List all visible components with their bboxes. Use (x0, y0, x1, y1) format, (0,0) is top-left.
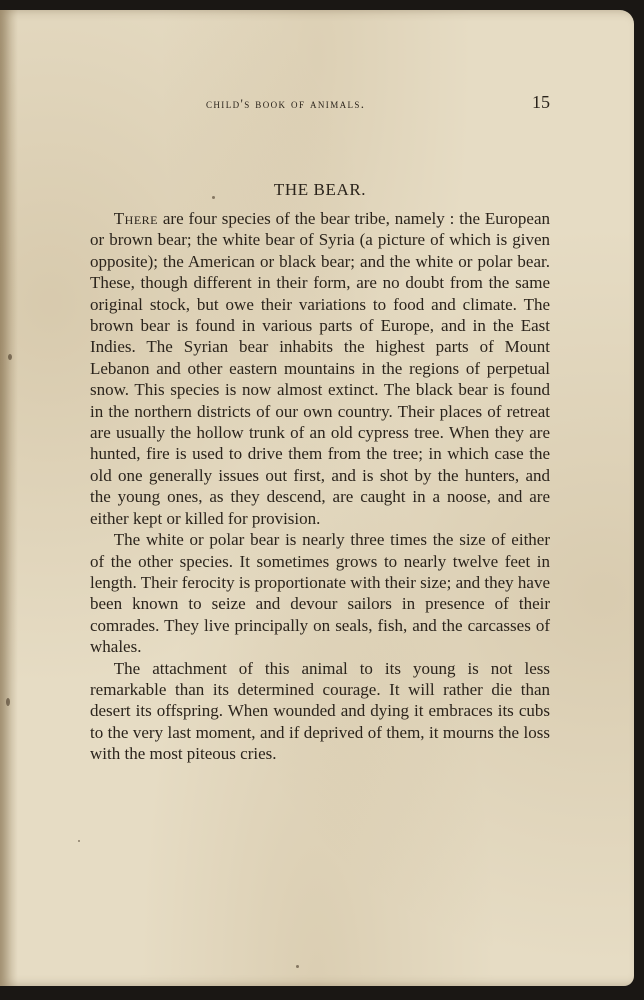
binding-gutter (0, 10, 18, 986)
ink-speck (6, 698, 10, 706)
paragraph-polar-bear: The white or polar bear is nearly three times the size of either of the other species. It sometimes grows to nearly twelve feet in length. Their ferocity is proportionate with their size; and they have been known to seize and devour sailors in presence of their comrades. They live principally on seals, fish, and the carcasses of whales. (90, 530, 550, 657)
running-head-title: child's book of animals. (206, 96, 366, 111)
ink-speck (8, 354, 12, 360)
running-head (90, 92, 550, 116)
paragraph-attachment: The attachment of this animal to its young is not less remarkable than its determined courage. It will rather die than desert its offspring. When wounded and dying it embraces its cubs to the very last moment, and if deprived of them, it mourns the loss with the most piteous cries. (90, 658, 550, 764)
page-number: 15 (532, 92, 550, 112)
paragraph-text: are four species of the bear tribe, namely : the European or brown bear; the white bear of Syria (a picture of which is given opposite); the American or black bear; and the white or polar bear. These, though different in their form, are no doubt from the same original stock, but owe their variations to food and climate. The brown bear is found in various parts of Europe, and in the East Indies. The Syrian bear inhabits the highest parts of Mount Lebanon and other eastern mountains in the regions of perpetual snow. This species is now almost extinct. The black bear is found in the northern districts of our own country. Their places of retreat are usually the hollow trunk of an old cypress tree. When they are hunted, fire is used to drive them from the tree; in which case the old one generally issues out first, and is shot by the hunters, and the young ones, as they descend, are caught in a noose, and are either kept or killed for provision. (90, 209, 550, 528)
paragraph-species (90, 208, 550, 529)
paragraph-lead-word: There (113, 209, 159, 228)
ink-speck (212, 196, 215, 199)
ink-speck (78, 840, 80, 842)
paper-page (0, 10, 634, 986)
ink-speck (296, 965, 299, 968)
body-text (90, 208, 550, 765)
chapter-title: THE BEAR. (273, 180, 367, 199)
